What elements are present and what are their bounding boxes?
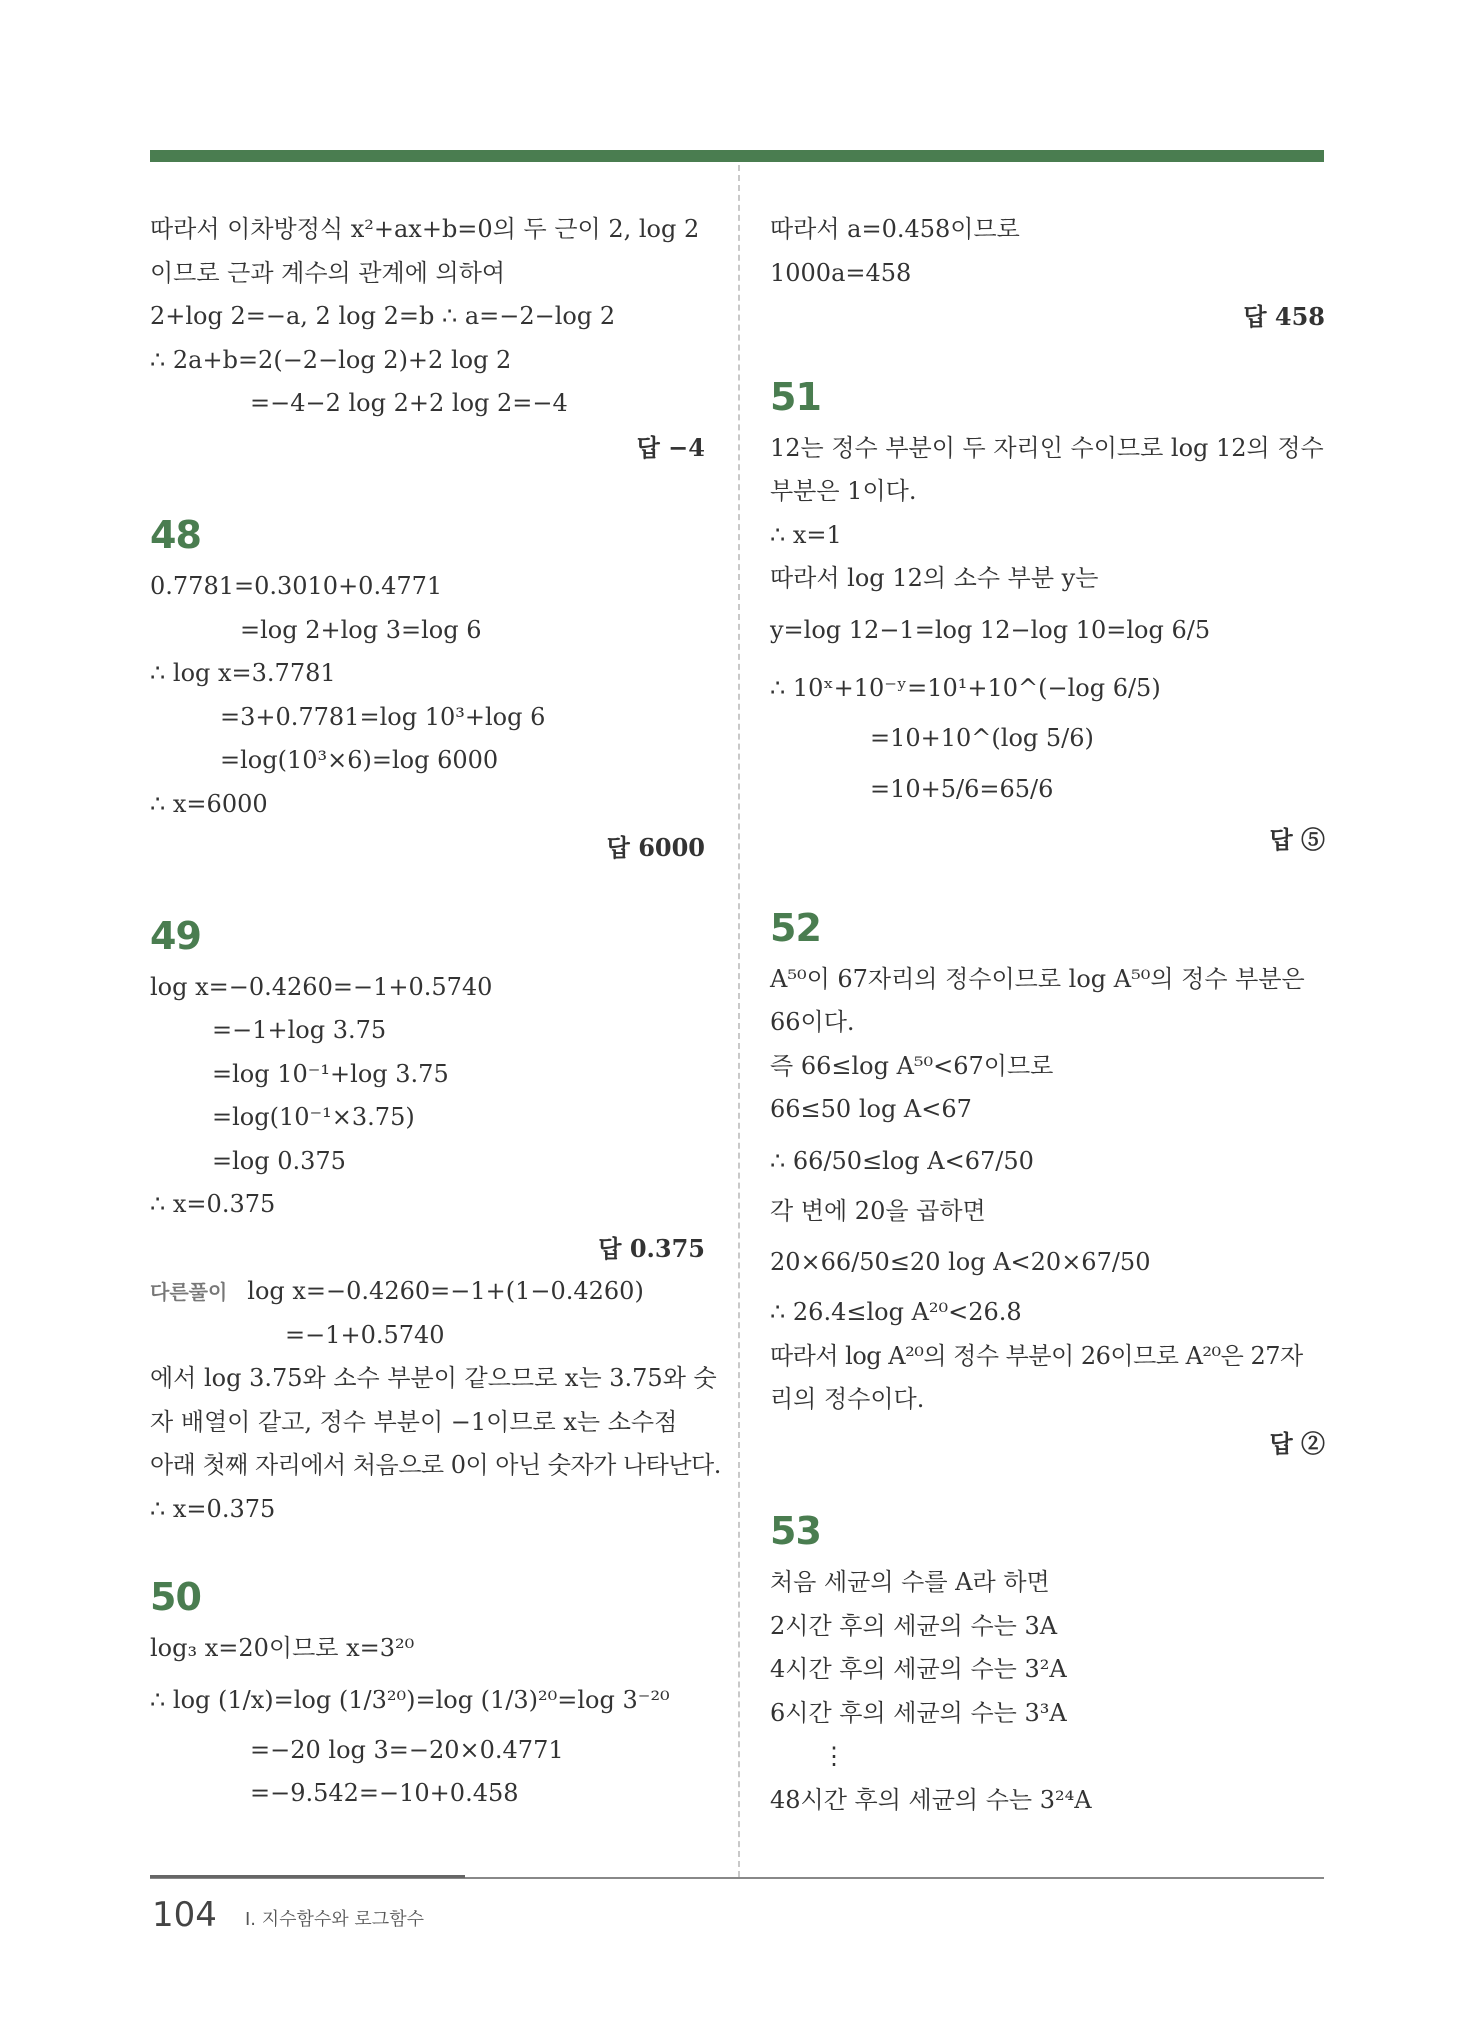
chapter-title: Ⅰ. 지수함수와 로그함수 [245, 1909, 424, 1930]
text-line: =log 0.375 [212, 1146, 346, 1175]
text-line: 6시간 후의 세균의 수는 3³A [770, 1698, 1067, 1727]
right-column [770, 208, 1325, 1822]
footer-rule-accent [150, 1875, 465, 1878]
problem-number-53: 53 [770, 1509, 821, 1553]
text-line: log x=−0.4260=−1+0.5740 [150, 972, 493, 1001]
text-line: ∴ log (1/x)=log (1/3²⁰)=log (1/3)²⁰=log 3⁻²⁰ [150, 1685, 670, 1714]
text-line: ∴ x=6000 [150, 789, 268, 818]
text-line: ∴ 2a+b=2(−2−log 2)+2 log 2 [150, 345, 512, 374]
text-line: ∴ 26.4≤log A²⁰<26.8 [770, 1298, 1022, 1326]
text-line: 따라서 log 12의 소수 부분 y는 [770, 564, 1099, 592]
text-line: 1000a=458 [770, 258, 912, 287]
text-line: 2시간 후의 세균의 수는 3A [770, 1611, 1058, 1640]
text-line: 부분은 1이다. [770, 477, 917, 505]
text-line: log₃ x=20이므로 x=3²⁰ [150, 1634, 415, 1662]
text-line: 0.7781=0.3010+0.4771 [150, 572, 443, 600]
left-column [150, 208, 721, 1816]
alt-solution-line [150, 1270, 705, 1314]
answer: 답 458 [1243, 302, 1325, 331]
header-bar [150, 150, 1324, 162]
text-line: 66≤50 log A<67 [770, 1095, 972, 1123]
text-line: y=log 12−1=log 12−log 10=log 6/5 [770, 615, 1211, 644]
problem-number-49: 49 [150, 913, 201, 958]
text-line: 각 변에 20을 곱하면 [770, 1196, 986, 1225]
answer: 답 ② [1269, 1428, 1325, 1458]
text-line: =−1+0.5740 [285, 1320, 445, 1349]
text-line: 자 배열이 같고, 정수 부분이 −1이므로 x는 소수점 [150, 1407, 678, 1436]
text-line: =−20 log 3=−20×0.4771 [250, 1735, 564, 1764]
text-line: ∴ 10ˣ+10⁻ʸ=10¹+10^(−log 6/5) [770, 673, 1161, 702]
text-line: 2+log 2=−a, 2 log 2=b ∴ a=−2−log 2 [150, 302, 616, 330]
problem-number-51: 51 [770, 374, 821, 419]
problem-number-48: 48 [150, 513, 201, 557]
text-line: 리의 정수이다. [770, 1385, 925, 1413]
text-line: 즉 66≤log A⁵⁰<67이므로 [770, 1051, 1054, 1080]
text-line: 에서 log 3.75와 소수 부분이 같으므로 x는 3.75와 숫 [150, 1364, 717, 1392]
text-line: =3+0.7781=log 10³+log 6 [220, 702, 546, 731]
problem-number-52: 52 [770, 905, 821, 950]
text-line: 이므로 근과 계수의 관계에 의하여 [150, 258, 506, 287]
text-line: 처음 세균의 수를 A라 하면 [770, 1568, 1050, 1596]
text-line: =10+10^(log 5/6) [870, 723, 1094, 752]
text-line: ∴ x=0.375 [150, 1190, 276, 1218]
alt-solution-text: log x=−0.4260=−1+(1−0.4260) [247, 1277, 644, 1305]
text-line: 66이다. [770, 1008, 855, 1036]
text-line: 20×66/50≤20 log A<20×67/50 [770, 1248, 1151, 1276]
text-line: =−4−2 log 2+2 log 2=−4 [250, 389, 568, 417]
text-line: ∴ log x=3.7781 [150, 659, 336, 687]
answer: 답 6000 [606, 833, 705, 862]
text-line: 4시간 후의 세균의 수는 3²A [770, 1655, 1067, 1683]
text-line: 따라서 이차방정식 x²+ax+b=0의 두 근이 2, log 2 [150, 215, 700, 243]
vertical-ellipsis: ⋮ [822, 1742, 846, 1770]
answer: 답 −4 [636, 432, 705, 462]
text-line: =log(10³×6)=log 6000 [220, 746, 499, 774]
column-divider [738, 165, 740, 1877]
text-line: =log(10⁻¹×3.75) [212, 1103, 415, 1131]
text-line: 아래 첫째 자리에서 처음으로 0이 아닌 숫자가 나타난다. [150, 1451, 721, 1479]
text-line: ∴ 66/50≤log A<67/50 [770, 1146, 1034, 1175]
text-line: 48시간 후의 세균의 수는 3²⁴A [770, 1785, 1092, 1814]
text-line: =log 2+log 3=log 6 [240, 615, 482, 644]
answer: 답 0.375 [598, 1233, 705, 1263]
text-line: ∴ x=0.375 [150, 1494, 276, 1523]
page-number: 104 [152, 1895, 217, 1935]
text-line: =−1+log 3.75 [212, 1016, 387, 1044]
text-line: ∴ x=1 [770, 520, 842, 549]
problem-number-50: 50 [150, 1575, 201, 1619]
text-line: A⁵⁰이 67자리의 정수이므로 log A⁵⁰의 정수 부분은 [770, 964, 1305, 993]
text-line: =log 10⁻¹+log 3.75 [212, 1059, 449, 1088]
text-line: 따라서 a=0.458이므로 [770, 215, 1020, 243]
alt-solution-label: 다른풀이 [150, 1280, 228, 1304]
answer: 답 ⑤ [1269, 825, 1325, 854]
text-line: 12는 정수 부분이 두 자리인 수이므로 log 12의 정수 [770, 433, 1324, 462]
text-line: 따라서 log A²⁰의 정수 부분이 26이므로 A²⁰은 27자 [770, 1341, 1303, 1370]
text-line: =−9.542=−10+0.458 [250, 1779, 519, 1807]
text-line: =10+5/6=65/6 [870, 775, 1054, 803]
